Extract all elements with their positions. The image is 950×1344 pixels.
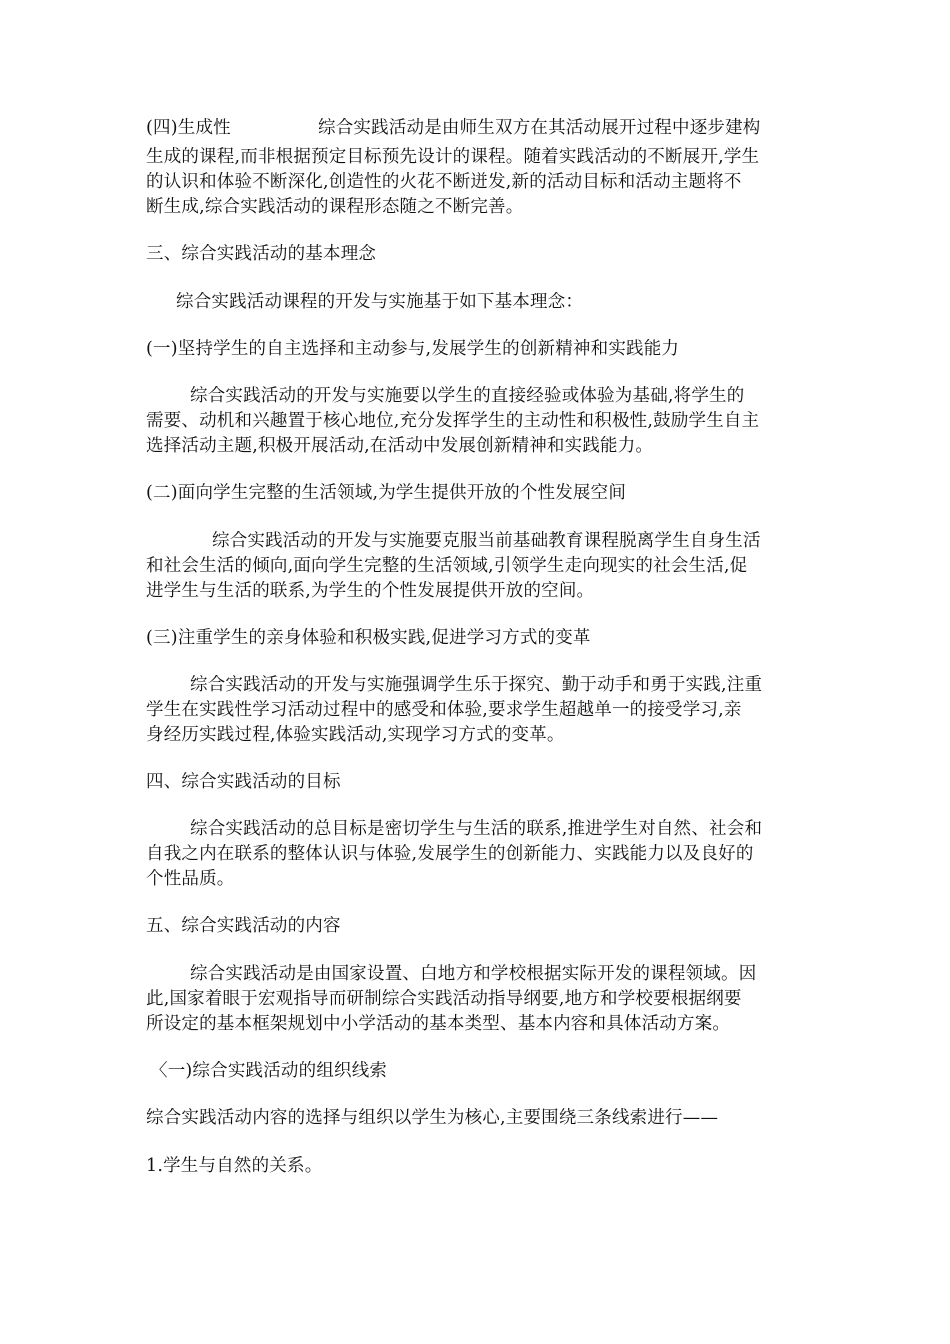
section4-line4: 断生成,综合实践活动的课程形态随之不断完善。 [146,197,524,217]
section4-line1 [146,116,761,140]
content-line2: 此,国家着眼于宏观指导而研制综合实践活动指导纲要,地方和学校要根据纲要 [146,989,742,1009]
goal-line2: 自我之内在联系的整体认识与体验,发展学生的创新能力、实践能力以及良好的 [146,844,754,864]
sub2-line3: 进学生与生活的联系,为学生的个性发展提供开放的空间。 [146,581,595,601]
section4-label: (四)生成性 [146,118,231,138]
section4-line2: 生成的课程,而非根据预定目标预先设计的课程。随着实践活动的不断展开,学生 [146,147,760,167]
subheading-1: (一)坚持学生的自主选择和主动参与,发展学生的创新精神和实践能力 [146,339,680,359]
sub3-line1: 综合实践活动的开发与实施强调学生乐于探究、勤于动手和勇于实践,注重 [190,675,763,695]
goal-line1: 综合实践活动的总目标是密切学生与生活的联系,推进学生对自然、社会和 [190,819,763,839]
heading-section5: 五、综合实践活动的内容 [146,916,341,936]
sub2-line2: 和社会生活的倾向,面向学生完整的生活领域,引领学生走向现实的社会生活,促 [146,556,748,576]
sub2-line1: 综合实践活动的开发与实施要克服当前基础教育课程脱离学生自身生活 [212,531,761,551]
organization-text: 综合实践活动内容的选择与组织以学生为核心,主要围绕三条线索进行—— [146,1108,719,1128]
subheading-2: (二)面向学生完整的生活领域,为学生提供开放的个性发展空间 [146,483,627,503]
heading-section3: 三、综合实践活动的基本理念 [146,244,377,264]
heading-section4: 四、综合实践活动的目标 [146,772,341,792]
sub3-line2: 学生在实践性学习活动过程中的感受和体验,要求学生超越单一的接受学习,亲 [146,700,742,720]
content-line1: 综合实践活动是由国家设置、白地方和学校根据实际开发的课程领域。因 [190,964,757,984]
sub3-line3: 身经历实践过程,体验实践活动,实现学习方式的变革。 [146,725,565,745]
subheading-3: (三)注重学生的亲身体验和积极实践,促进学习方式的变革 [146,628,591,648]
sub1-line2: 需要、动机和兴趣置于核心地位,充分发挥学生的主动性和积极性,鼓励学生自主 [146,411,760,431]
organization-subheading: 〈一)综合实践活动的组织线索 [150,1061,388,1081]
sub1-line3: 选择活动主题,积极开展活动,在活动中发展创新精神和实践能力。 [146,436,654,456]
intro-paragraph: 综合实践活动课程的开发与实施基于如下基本理念： [176,292,584,312]
sub1-line1: 综合实践活动的开发与实施要以学生的直接经验或体验为基础,将学生的 [190,386,745,406]
content-line3: 所设定的基本框架规划中小学活动的基本类型、基本内容和具体活动方案。 [146,1014,731,1034]
list-item-1: 1.学生与自然的关系。 [146,1156,323,1176]
section4-text-start: 综合实践活动是由师生双方在其活动展开过程中逐步建构 [318,118,761,138]
section4-line3: 的认识和体验不断深化,创造性的火花不断迸发,新的活动目标和活动主题将不 [146,172,742,192]
goal-line3: 个性品质。 [146,869,235,889]
